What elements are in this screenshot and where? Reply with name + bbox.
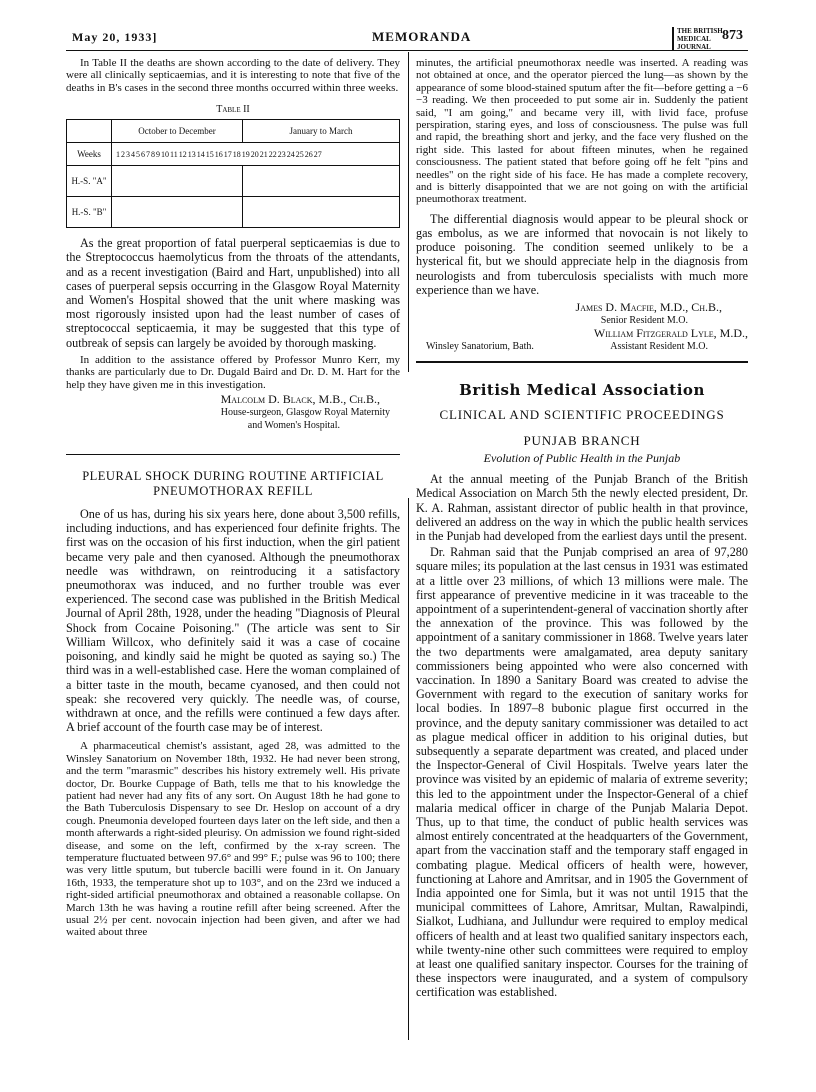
author2-line (416, 340, 748, 353)
page-number: 873 (722, 28, 743, 43)
author-role-cont: and Women's Hospital. (247, 420, 340, 432)
address-subtitle: Evolution of Public Health in the Punjab (483, 451, 681, 466)
article-title-line1: PLEURAL SHOCK DURING ROUTINE ARTIFICIAL (82, 469, 384, 484)
period-oct-dec: October to December (112, 120, 243, 143)
section-rule (66, 454, 400, 455)
table-caption: Table II (216, 104, 250, 116)
left-column (66, 57, 400, 939)
masking-paragraph: As the great proportion of fatal puerperal septicaemias is due to the Streptococcus haemolyticus from the throats of the attendants, and as a recent investigation (Baird and Hart, unpublished) into all cases of puerperal sepsis occurring in the Glasgow Royal Maternity and Women's Hospital showed that the unit where masking was most rigorously insisted upon had the least number of cases of streptococcal septicaemia, it may be suggested that this type of outbreak of sepsis can largely be avoided by thorough masking. (66, 236, 400, 350)
diagnosis-paragraph: The differential diagnosis would appear to be pleural shock or gas embolus, as we are informed that novocain is not likely to produce poisoning. The condition seemed unlikely to be a hysterical fit, but we should appreciate help in the diagnosis from neurologists and from tuberculosis specialists with much more experience than we have. (416, 211, 748, 297)
author2-role: Assistant Resident M.O. (610, 341, 708, 353)
journal-name-line2: MEDICAL JOURNAL (677, 35, 711, 51)
frights-paragraph: One of us has, during his six years here, done about 3,500 refills, including inductions, and has experienced four definite frights. The first was on the occasion of his first induction, when the girl patient became very pale and then cyanosed. Although the pneumothorax needle was withdrawn, on reintroducing it a satisfactory pneumothorax was induced, and no further trouble was ever experienced. The second case was published in the British Medical Journal of April 28th, 1928, under the heading "Diagnosis of Pleural Shock from Cocaine Poisoning." (The article was sent to Sir William Willcox, who definitely said it was a case of cocaine poisoning, and kindly said he might be quoted as saying so.) The third was in a well-established case. Here the woman complained of a bitter taste in the mouth, became cyanosed, and then could not speak: she recovered very quickly. The needle was, of course, withdrawn at once, and the refills were continued a few days after. A brief account of the fourth case may be of interest. (66, 507, 400, 735)
article-title-line2: PNEUMOTHORAX REFILL (153, 484, 313, 499)
page-header (72, 27, 743, 51)
row-a-q2 (243, 166, 400, 197)
rahman-paragraph: Dr. Rahman said that the Punjab comprised an area of 97,280 square miles; its population at the last census in 1931 was estimated at a little over 23 millions, of which 13 millions were male. The first appearance of preventive medicine in it was traceable to the appointment of a superintendent-general of vaccination shortly after the annexation of the province. This was followed by the appointment of a sanitary commissioner in 1868. Twelve years later the two departments were amalgamated, area deputy sanitary commissioners being appointed who were also concerned with vaccination. In 1890 a Sanitary Board was created to advise the Government with regard to the execution of sanitary works for local bodies. In 1897–8 bubonic plague first occurred in the province, and the deputy sanitary commissioner was detailed to act as plague medical officer in addition to his original duties, but subsequently a separate department was created, and placed under the Inspector-General of Civil Hospitals. Twelve years later the province was visited by an epidemic of malaria of extreme severity; this led to the appointment under the Inspector-General of a chief malaria medical officer in charge of the Punjab Malaria Depot. Thus, up to that time, the conduct of public health services was almost entirely concentrated at the headquarters of the Government, apart from the vaccination staff and the temporary staff engaged in combating plague. Medical officers of health were, however, functioning at Lahore and Amritsar, and in 1905 the Government of India appointed one for Simla, but it was not until 1915 that the municipal committees of Lahore, Amritsar, Multan, Rawalpindi, Sialkot, Ludhiana, and Jullundur were required to employ medical officers of health and at least two qualified sanitary inspectors each, while twenty-nine other such committees were required to employ at least one qualified sanitary inspector. Courses for the training of these inspectors were inaugurated, and a system of compulsory certification was established. (416, 545, 748, 1000)
weeks-numbers: 1 2 3 4 5 6 7 8 9 10 11 12 13 14 15 16 17 18 19 20 21 22 23 24 25 26 27 (112, 143, 400, 166)
row-hs-a: H.-S. "A" (67, 166, 112, 197)
column-divider (408, 52, 409, 372)
column-divider (408, 498, 409, 1040)
author-signature (66, 393, 400, 432)
proceedings-heading: CLINICAL AND SCIENTIFIC PROCEEDINGS (439, 407, 725, 423)
table-ii (66, 119, 400, 228)
author1-name: James D. Macfie, M.D., Ch.B., (575, 300, 722, 315)
author1-role: Senior Resident M.O. (600, 315, 688, 327)
author-name: Malcolm D. Black, M.B., Ch.B., (220, 392, 380, 407)
weeks-label: Weeks (67, 143, 112, 166)
author2-name: William Fitzgerald Lyle, M.D., (593, 326, 748, 341)
institution: Winsley Sanatorium, Bath. (426, 341, 534, 353)
acknowledgement-paragraph: In addition to the assistance offered by Professor Munro Kerr, my thanks are particularly due to Dr. Dugald Baird and Dr. D. M. Hart for the help they have given me in this investigation. (66, 353, 400, 391)
case-continued-paragraph: minutes, the artificial pneumothorax needle was inserted. A reading was not obtained at once, and the operator pierced the lung—as shown by the appearance of some blood-stained sputum after the fit—before getting a −6 −3 reading. We then proceeded to put some air in. Suddenly the patient said, "I am going," and became very ill, with livid face, profuse perspiration, staring eyes, and loss of consciousness. The pulse was full and rapid, the breathing short and jerky, and the face very flushed on the right side. This lasted for about fifteen minutes, when he regained consciousness. The patient stated that before going off he felt "pins and needles" on the right side of his face. He has made a complete recovery, and is bitterly disappointed that we are not going on with the artificial pneumothorax treatment. (416, 57, 748, 206)
row-b-q1 (112, 197, 243, 228)
row-a-q1 (112, 166, 243, 197)
header-rule (66, 50, 748, 51)
authors-signature (416, 301, 748, 353)
section-title: MEMORANDA (372, 29, 472, 44)
author-role: House-surgeon, Glasgow Royal Maternity (220, 407, 390, 419)
meeting-paragraph: At the annual meeting of the Punjab Branch of the British Medical Association on March 5th the newly elected president, Dr. K. A. Rahman, assistant director of public health in that province, delivered an address on the way in which the public health services in the Punjab had developed from the earliest days until the present. (416, 472, 748, 543)
row-hs-b: H.-S. "B" (67, 197, 112, 228)
journal-name-line1: THE BRITISH (677, 27, 723, 35)
period-jan-mar: January to March (243, 120, 400, 143)
right-column (416, 57, 748, 1000)
article-title (66, 469, 400, 499)
section-rule (416, 361, 748, 363)
issue-date: May 20, 1933] (72, 30, 158, 44)
branch-heading: PUNJAB BRANCH (523, 433, 641, 449)
row-b-q2 (243, 197, 400, 228)
intro-paragraph: In Table II the deaths are shown according to the date of delivery. They were all clinically septicaemias, and it is interesting to note that five of the deaths in B's cases in the second three months occurred within three weeks. (66, 57, 400, 94)
case-paragraph: A pharmaceutical chemist's assistant, aged 28, was admitted to the Winsley Sanatorium on November 18th, 1932. He had never been strong, and the term "marasmic" describes his history extremely well. His private doctor, Dr. Bourke Cuppage of Bath, tells me that to his knowledge the patient had never had any fits of any sort. On August 18th he had gone to the Bath Tuberculosis Dispensary to see Dr. Heslop on account of a dry cough. Pneumonia developed fourteen days later on the left side, and then a month afterwards a right-sided pleurisy. On admission we found right-sided disease, and some on the left, confirmed by the x-ray screen. The temperature fluctuated between 97.6° and 99° F.; pulse was 96 to 100; there was very little sputum, but tubercle bacilli were found in it. On January 16th, 1933, the temperature shot up to 103°, and on the 23rd we induced a right-sided artificial pneumothorax and obtained a reasonable collapse. On March 13th he was having a routine refill after being screened. After the usual 2½ per cent. novocain injection had been given, and after we had waited about three (66, 740, 400, 939)
bma-heading: British Medical Association (459, 381, 705, 400)
